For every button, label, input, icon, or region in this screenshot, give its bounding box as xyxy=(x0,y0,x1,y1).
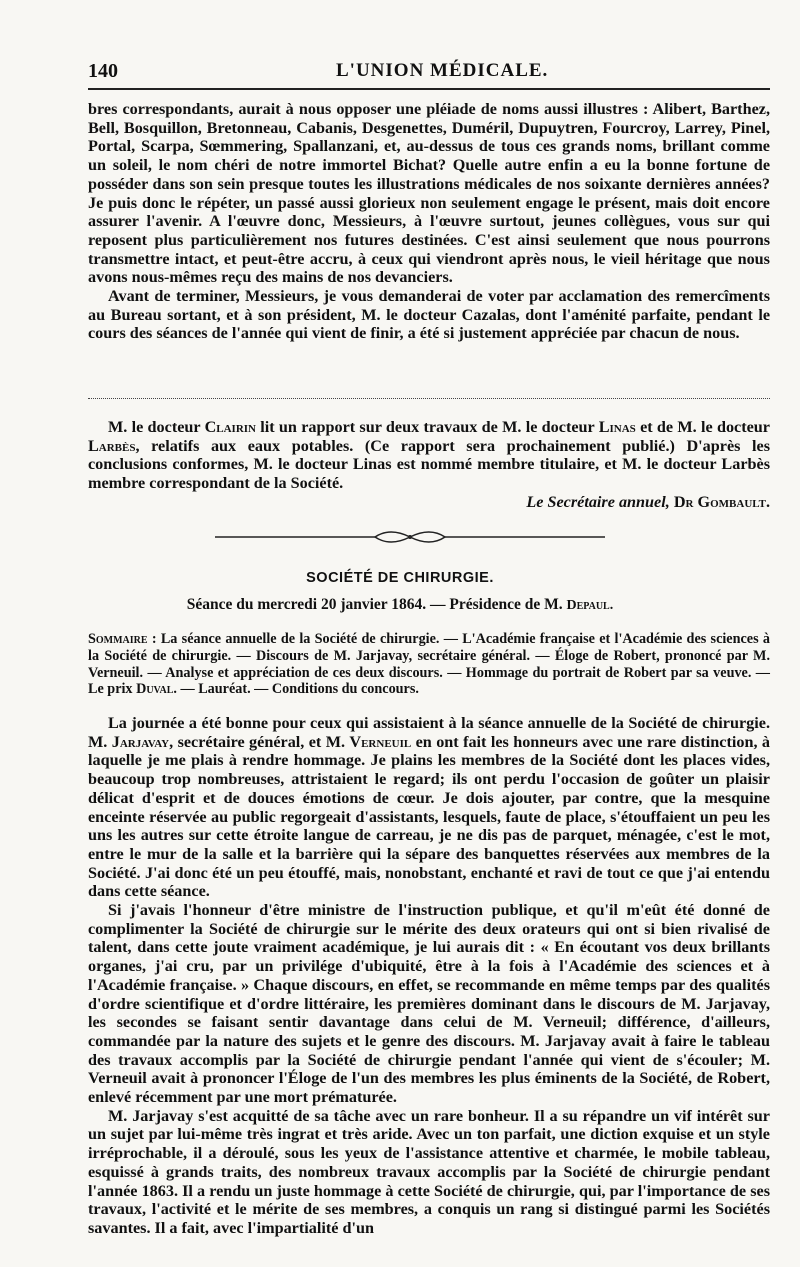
signature-name: Dr Gombault. xyxy=(673,492,770,511)
president-name: Depaul. xyxy=(566,598,614,613)
paragraph: La journée a été bonne pour ceux qui assistaient à la séance annuelle de la Société de chirurgie. M. Jarjavay, secrétaire général, et M. Verneuil en ont fait les honneurs avec une rare distinction, à laquelle je me plais à rendre hommage. Je plains les membres de la Société dont les places vides, beaucoup trop nombreuses, attristaient le regard; ils ont perdu l'occasion de goûter un plaisir délicat d'esprit et de douces émotions de cœur. Je dois ajouter, par contre, que la mesquine enceinte réservée au public regorgeait d'assistants, lesquels, faute de place, s'étouffaient un peu les uns les autres sur cette étroite langue de carreau, je ne dis pas de parquet, ménagée, c'est le mot, entre le mur de la salle et la barrière qui la sépare des banquettes réservées aux membres de la Société. J'ai donc été un peu étouffé, mais, nonobstant, enchanté et ravi de tout ce que j'ai entendu dans cette séance. xyxy=(88,714,770,901)
paragraph: Si j'avais l'honneur d'être ministre de l'instruction publique, et qu'il m'eût été donné de complimenter la Société de chirurgie sur le mérite des deux orateurs qui ont si bien rivalisé de talent, dans cette joute vraiment académique, je lui aurais dit : « En écoutant vos deux brillants organes, j'ai cru, par un privilége d'ubiquité, être à la fois à l'Académie des sciences et à l'Académie française. » Chaque discours, en effet, se recommande en même temps par des qualités d'ordre scientifique et d'ordre littéraire, les premières dominant dans le discours de M. Jarjavay, les secondes se faisant sentir davantage dans celui de M. Verneuil; différence, d'ailleurs, commandée par la nature des sujets et le genre des discours. M. Jarjavay avait à faire le tableau des travaux accomplis par la Société de chirurgie pendant l'année qui vient de s'écouler; M. Verneuil avait à prononcer l'Éloge de l'un des membres les plus éminents de la Société, de Robert, enlevé récemment par une mort prématurée. xyxy=(88,901,770,1107)
continued-text xyxy=(88,100,770,343)
summary-label: Sommaire : xyxy=(88,631,157,647)
author-name: Linas xyxy=(598,418,636,436)
page-number: 140 xyxy=(88,60,118,82)
section-title: SOCIÉTÉ DE CHIRURGIE. xyxy=(306,570,494,586)
signature: Le Secrétaire annuel, Dr Gombault. xyxy=(526,492,770,511)
author-name: Larbès xyxy=(88,436,136,455)
ornament-divider-icon xyxy=(215,527,605,547)
author-name: Clairin xyxy=(204,418,256,436)
summary: Sommaire : La séance annuelle de la Société de chirurgie. — L'Académie française et l'Académie des sciences à la Société de chirurgie. — Discours de M. Jarjavay, secrétaire général. — Éloge de Robert, prononcé par M. Verneuil. — Analyse et appréciation de ces deux discours. — Hommage du portrait de Robert par sa veuve. — Le prix Duval. — Lauréat. — Conditions du concours. xyxy=(88,631,770,698)
paragraph: M. Jarjavay s'est acquitté de sa tâche avec un rare bonheur. Il a su répandre un vif intérêt sur un sujet par lui-même très ingrat et très aride. Avec un ton parfait, une diction exquise et un style irréprochable, il a déroulé, sous les yeux de l'assistance attentive et charmée, le mobile tableau, esquissé à grands traits, des nombreux travaux accomplis par la Société de chirurgie pendant l'année 1863. Il a rendu un juste hommage à cette Société de chirurgie, qui, par l'importance de ses travaux, l'activité et le mérite de ses membres, a conquis un rang si distingué parmi les Sociétés savantes. Il a fait, avec l'impartialité d'un xyxy=(88,1106,770,1237)
paragraph: bres correspondants, aurait à nous opposer une pléiade de noms aussi illustres : Alibert, Barthez, Bell, Bosquillon, Bretonneau, Cabanis, Desgenettes, Duméril, Dupuytren, Fourcroy, Larrey, Pinel, Portal, Scarpa, Sœmmering, Spallanzani, et, au-dessus de tous ces grands noms, brillant comme un soleil, le nom chéri de notre immortel Bichat? Quelle autre enfin a eu la bonne fortune de posséder dans son sein presque toutes les illustrations médicales de nos soixante dernières années? Je puis donc le répéter, un passé aussi glorieux non seulement engage le présent, mais doit encore assurer l'avenir. A l'œuvre donc, Messieurs, à l'œuvre surtout, jeunes collègues, vous sur qui reposent plus particulièrement nos futures destinées. C'est ainsi seulement que nous pourrons transmettre intact, et peut-être accru, à ceux qui viendront après nous, le vieil héritage que nous avons nous-mêmes reçu des mains de nos devanciers. xyxy=(88,100,770,287)
main-article xyxy=(88,714,770,1238)
section-divider xyxy=(88,398,770,399)
running-title: L'UNION MÉDICALE. xyxy=(336,60,549,81)
paragraph: Avant de terminer, Messieurs, je vous demanderai de voter par acclamation des remercîments au Bureau sortant, et à son président, M. le docteur Cazalas, dont l'aménité parfaite, pendant le cours des séances de l'année qui vient de finir, a été si justement appréciée par chacun de nous. xyxy=(88,287,770,343)
page-header xyxy=(88,56,768,86)
report-paragraph: M. le docteur Clairin lit un rapport sur deux travaux de M. le docteur Linas et de M. le docteur Larbès, relatifs aux eaux potables. (Ce rapport sera prochainement publié.) D'après les conclusions conformes, M. le docteur Linas est nommé membre titulaire, et M. le docteur Larbès membre correspondant de la Société. Le Secrétaire annuel, Dr Gombault. xyxy=(88,418,770,511)
session-line: Séance du mercredi 20 janvier 1864. — Présidence de M. Depaul. xyxy=(186,596,614,613)
header-rule xyxy=(88,88,770,90)
